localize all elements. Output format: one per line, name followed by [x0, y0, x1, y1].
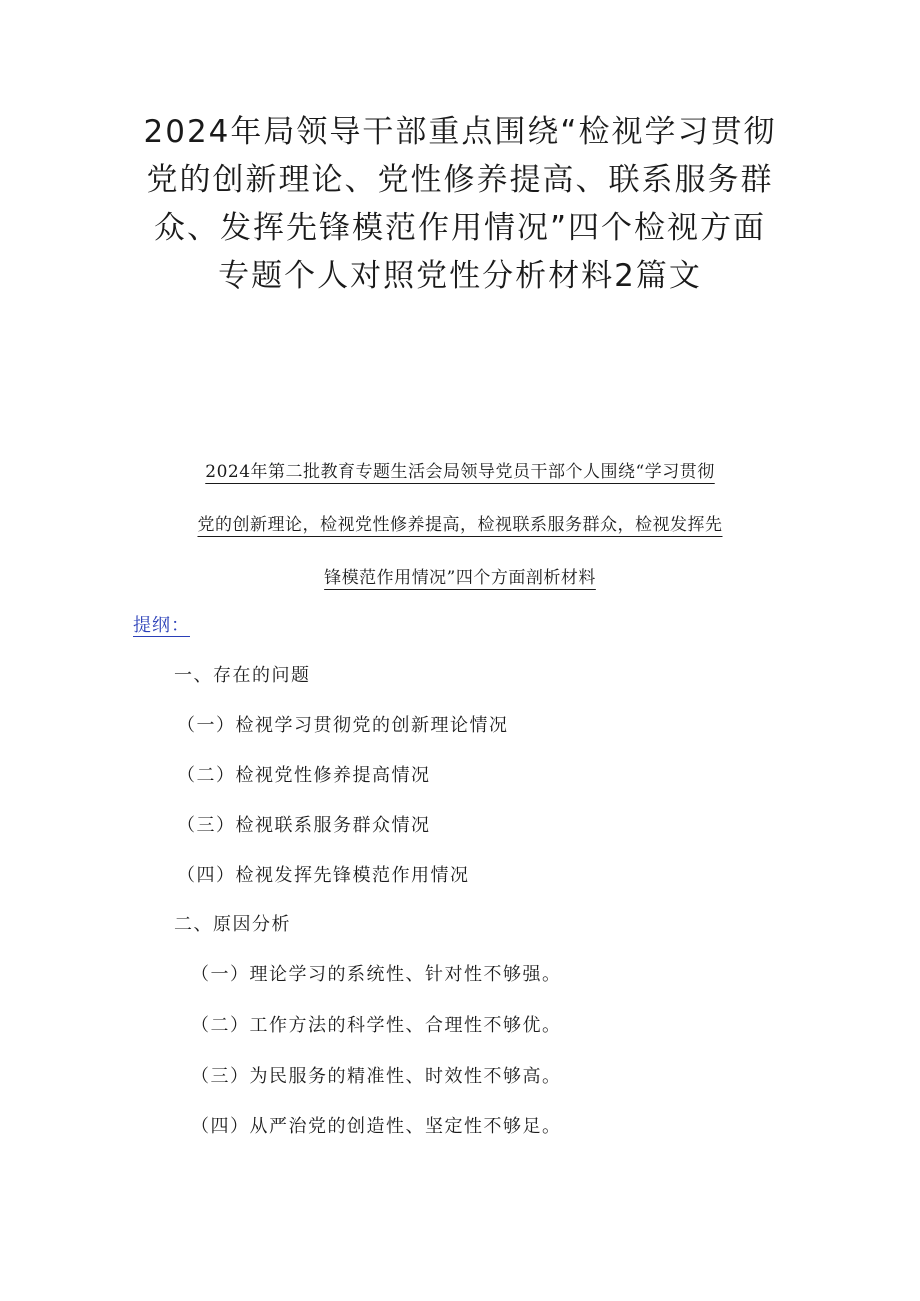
- document-title: [0, 108, 920, 300]
- outline-link[interactable]: 提纲：: [133, 615, 190, 636]
- cause-item: （二）工作方法的科学性、合理性不够优。: [191, 1015, 562, 1036]
- title-line: 专题个人对照党性分析材料2篇文: [218, 258, 702, 294]
- problem-item: （二）检视党性修养提高情况: [177, 765, 431, 786]
- document-subtitle: [0, 454, 920, 613]
- problem-item: （一）检视学习贯彻党的创新理论情况: [177, 715, 509, 736]
- problem-item: （四）检视发挥先锋模范作用情况: [177, 865, 470, 886]
- subtitle-line: 锋模范作用情况”四个方面剖析材料: [324, 568, 596, 588]
- title-line: 党的创新理论、党性修养提高、联系服务群: [146, 162, 774, 198]
- title-line: 2024年局领导干部重点围绕“检视学习贯彻: [143, 114, 777, 150]
- problem-item: （三）检视联系服务群众情况: [177, 815, 431, 836]
- section-two-heading: 二、原因分析: [174, 914, 291, 935]
- title-line: 众、发挥先锋模范作用情况”四个检视方面: [153, 210, 767, 246]
- subtitle-line: 2024年第二批教育专题生活会局领导党员干部个人围绕“学习贯彻: [205, 462, 715, 482]
- subtitle-line: 党的创新理论，检视党性修养提高，检视联系服务群众，检视发挥先: [197, 515, 723, 535]
- cause-item: （四）从严治党的创造性、坚定性不够足。: [191, 1116, 562, 1137]
- cause-item: （一）理论学习的系统性、针对性不够强。: [191, 964, 562, 985]
- section-one-heading: 一、存在的问题: [174, 665, 311, 686]
- cause-item: （三）为民服务的精准性、时效性不够高。: [191, 1066, 562, 1087]
